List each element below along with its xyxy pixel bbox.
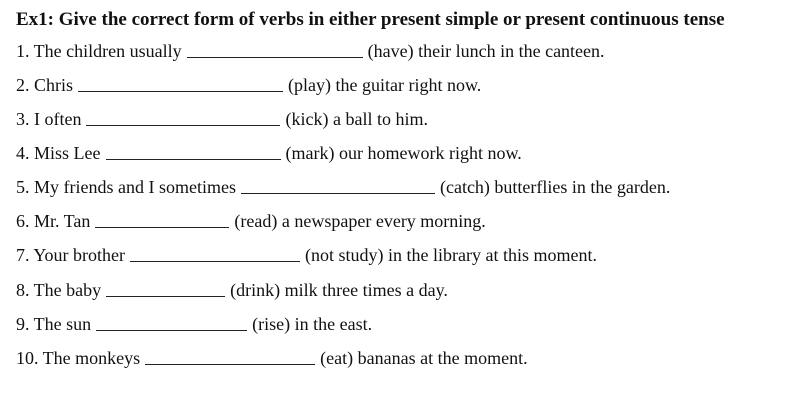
item-continuation: (drink) milk three times a day. bbox=[230, 280, 448, 300]
answer-blank[interactable] bbox=[187, 39, 363, 58]
item-continuation: (have) their lunch in the canteen. bbox=[367, 41, 605, 61]
item-prompt: 2. Chris bbox=[16, 75, 74, 95]
item-continuation: (read) a newspaper every morning. bbox=[234, 211, 486, 231]
item-prompt: 7. Your brother bbox=[16, 245, 126, 265]
exercise-item bbox=[16, 172, 670, 198]
exercise-item bbox=[16, 36, 605, 62]
item-prompt: 10. The monkeys bbox=[16, 348, 141, 368]
answer-blank[interactable] bbox=[130, 243, 300, 262]
answer-blank[interactable] bbox=[106, 141, 281, 160]
item-prompt: 8. The baby bbox=[16, 280, 102, 300]
item-prompt: 9. The sun bbox=[16, 314, 92, 334]
exercise-item bbox=[16, 240, 597, 266]
item-prompt: 3. I often bbox=[16, 109, 82, 129]
exercise-title: Ex1: Give the correct form of verbs in either present simple or present continuous tense bbox=[16, 9, 725, 30]
item-prompt: 6. Mr. Tan bbox=[16, 211, 91, 231]
answer-blank[interactable] bbox=[241, 175, 435, 194]
exercise-item bbox=[16, 206, 486, 232]
item-continuation: (kick) a ball to him. bbox=[285, 109, 428, 129]
exercise-item bbox=[16, 309, 372, 335]
item-continuation: (catch) butterflies in the garden. bbox=[439, 177, 671, 197]
item-continuation: (play) the guitar right now. bbox=[288, 75, 482, 95]
item-continuation: (eat) bananas at the moment. bbox=[320, 348, 528, 368]
exercise-item bbox=[16, 104, 428, 130]
item-continuation: (not study) in the library at this moment. bbox=[305, 245, 597, 265]
item-continuation: (mark) our homework right now. bbox=[285, 143, 522, 163]
item-prompt: 4. Miss Lee bbox=[16, 143, 101, 163]
answer-blank[interactable] bbox=[95, 209, 229, 228]
item-continuation: (rise) in the east. bbox=[252, 314, 373, 334]
answer-blank[interactable] bbox=[96, 312, 247, 331]
exercise-item bbox=[16, 138, 522, 164]
exercise-item bbox=[16, 275, 448, 301]
answer-blank[interactable] bbox=[78, 73, 283, 92]
answer-blank[interactable] bbox=[86, 107, 280, 126]
answer-blank[interactable] bbox=[145, 346, 315, 365]
exercise-item bbox=[16, 343, 528, 369]
item-prompt: 5. My friends and I sometimes bbox=[16, 177, 236, 197]
answer-blank[interactable] bbox=[106, 278, 225, 297]
exercise-item bbox=[16, 70, 481, 96]
item-prompt: 1. The children usually bbox=[16, 41, 182, 61]
